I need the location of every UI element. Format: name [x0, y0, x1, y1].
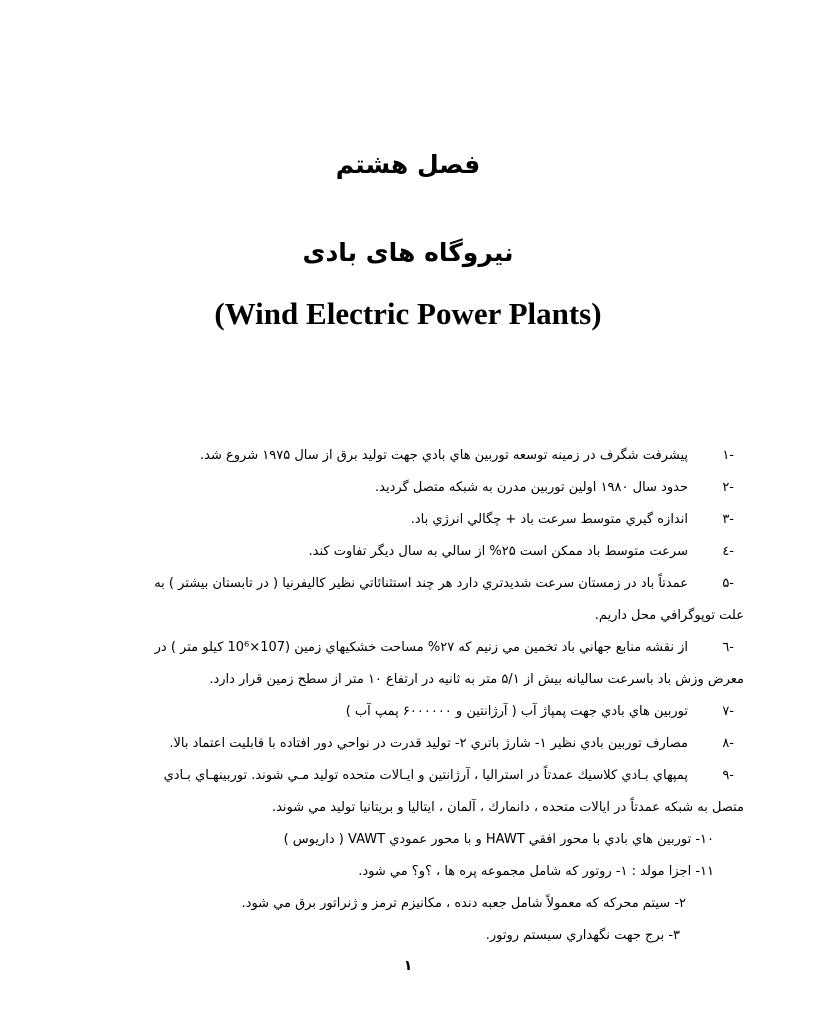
list-item-number: -٤ [722, 544, 734, 559]
list-item [72, 696, 744, 728]
title-english: (Wind Electric Power Plants) [214, 296, 602, 331]
list-item-number: -۵ [722, 576, 734, 591]
list-item-number: -٦ [722, 640, 734, 655]
list-item-continuation: معرض وزش باد باسرعت ساليانه بيش از ۵/۱ متر به ثانيه در ارتفاع ۱۰ متر از سطح زمين قرار دارد. [209, 672, 744, 687]
list-item-text: از نقشه منابع جهاني باد تخمين مي زنيم كه ۲۷% مساحت خشكيهاي زمين (107×10⁶ كيلو متر ) در [154, 640, 688, 655]
list-item-text: سرعت متوسط باد ممكن است ۲۵% از سالي به سال ديگر تفاوت كند. [308, 544, 688, 559]
list-item-text: مصارف توربين بادي نظير ۱- شارژ باتري ۲- توليد قدرت در نواحي دور افتاده با قابليت اعتماد بالا. [169, 736, 688, 751]
list-item-number: -۹ [722, 768, 734, 783]
list-item-text: پمپهاي بـادي كلاسيك عمدتاً در استراليا ، آرژانتين و ايـالات متحده توليد مـي شوند. توربينهـاي بـادي [163, 768, 688, 783]
list-item [72, 504, 744, 536]
list-item-10: ۱۰- توربين هاي بادي با محور افقي HAWT و با محور عمودي VAWT ( داريوس ) [283, 832, 714, 847]
list-item-text: حدود سال ۱۹۸۰ اولين توربين مدرن به شبكه متصل گرديد. [375, 480, 688, 495]
title-persian: نیروگاه های بادی [302, 238, 514, 267]
document-body [72, 440, 744, 952]
list-item-continuation: متصل به شبكه عمدتاً در ايالات متحده ، دانمارك ، آلمان ، ايتاليا و بريتانيا توليد مي شوند. [271, 800, 744, 815]
list-item-text: توربين هاي بادي جهت پمپاژ آب ( آرژانتين و ۶۰۰۰۰۰۰ پمپ آب ) [345, 704, 688, 719]
list-item-number: -۱ [722, 448, 734, 463]
page-number: ۱ [403, 958, 413, 974]
list-item-text: اندازه گيري متوسط سرعت باد + چگالي انرژي باد. [410, 512, 688, 527]
list-item-11-part-3: ۳- برج جهت نگهداري سيستم روتور. [485, 928, 680, 943]
list-item [72, 760, 744, 824]
list-item-text: پيشرفت شگرف در زمينه توسعه توربين هاي بادي جهت توليد برق از سال ۱۹۷۵ شروع شد. [200, 448, 688, 463]
list-item-11: ۱۱- اجزا مولد : ۱- روتور كه شامل مجموعه پره ها ، ؟و؟ مي شود. [358, 864, 714, 879]
list-item-11-part-2: ۲- سيتم محركه كه معمولاً شامل جعبه دنده ، مكانيزم ترمز و ژنراتور برق مي شود. [241, 896, 686, 911]
list-item-number: -۸ [722, 736, 734, 751]
list-item [72, 632, 744, 696]
list-item-number: -۲ [722, 480, 734, 495]
list-item [72, 728, 744, 760]
list-item-text: عمدتاً باد در زمستان سرعت شديدتري دارد هر چند استثنائاتي نظير كاليفرنيا ( در تابستان بيشتر ) به [154, 576, 688, 591]
list-item-continuation: علت توپوگرافي محل داريم. [594, 608, 744, 623]
list-item [72, 536, 744, 568]
list-item-number: -۷ [722, 704, 734, 719]
list-item [72, 440, 744, 472]
chapter-heading: فصل هشتم [335, 150, 481, 179]
list-item-number: -۳ [722, 512, 734, 527]
list-item [72, 472, 744, 504]
list-item [72, 568, 744, 632]
